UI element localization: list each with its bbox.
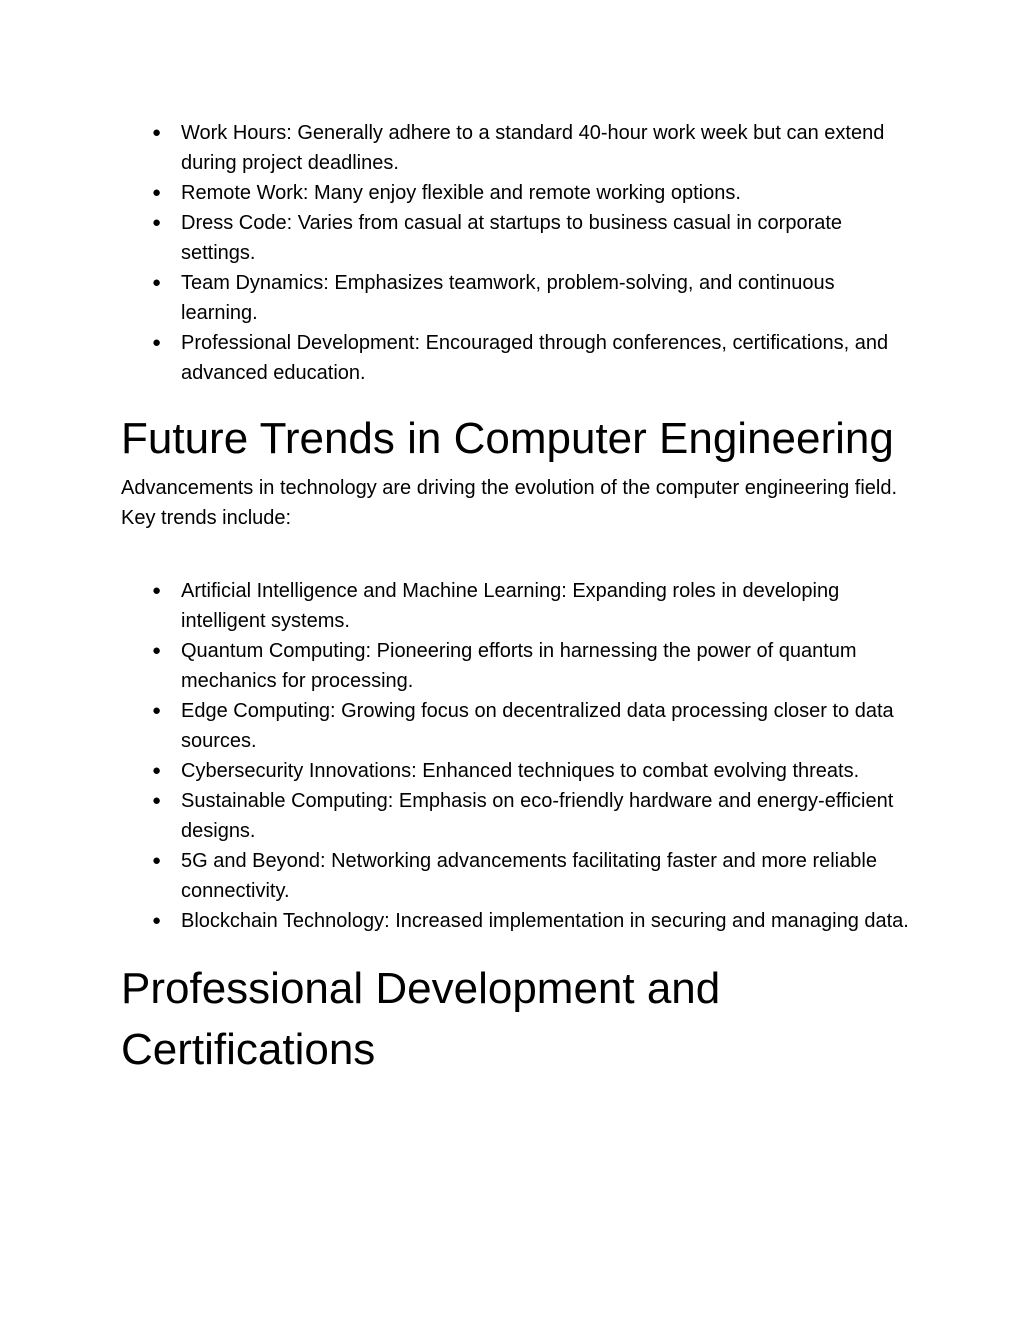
- list-item-text: Professional Development: Encouraged through conferences, certifications, and advanced education.: [181, 332, 889, 384]
- professional-development-heading: Professional Development and Certifications: [121, 964, 721, 1074]
- document-content: [121, 118, 911, 1080]
- list-item-text: Blockchain Technology: Increased implementation in securing and managing data.: [181, 910, 909, 932]
- list-item-text: Quantum Computing: Pioneering efforts in harnessing the power of quantum mechanics for processing.: [181, 640, 857, 692]
- bullet-icon: ●: [152, 124, 162, 141]
- list-item: [121, 328, 911, 388]
- bullet-icon: ●: [152, 912, 162, 929]
- bullet-icon: ●: [152, 334, 162, 351]
- bullet-icon: ●: [152, 642, 162, 659]
- list-item-text: 5G and Beyond: Networking advancements facilitating faster and more reliable connectivity.: [181, 850, 877, 902]
- bullet-icon: ●: [152, 852, 162, 869]
- list-item: [121, 576, 911, 636]
- list-item-text: Sustainable Computing: Emphasis on eco-friendly hardware and energy-efficient designs.: [181, 790, 894, 842]
- future-trends-list: [121, 576, 911, 936]
- bullet-icon: ●: [152, 274, 162, 291]
- list-item-text: Artificial Intelligence and Machine Learning: Expanding roles in developing intelligent systems.: [181, 580, 840, 632]
- list-item-text: Team Dynamics: Emphasizes teamwork, problem-solving, and continuous learning.: [181, 272, 835, 324]
- list-item: [121, 636, 911, 696]
- future-trends-heading: Future Trends in Computer Engineering: [121, 414, 894, 463]
- list-item: [121, 208, 911, 268]
- list-item-text: Edge Computing: Growing focus on decentralized data processing closer to data sources.: [181, 700, 894, 752]
- list-item: [121, 268, 911, 328]
- bullet-icon: ●: [152, 582, 162, 599]
- list-item-text: Cybersecurity Innovations: Enhanced techniques to combat evolving threats.: [181, 760, 860, 782]
- list-item: [121, 756, 911, 786]
- bullet-icon: ●: [152, 184, 162, 201]
- list-item: [121, 696, 911, 756]
- work-culture-list: [121, 118, 911, 388]
- list-item: [121, 118, 911, 178]
- list-item: [121, 906, 911, 936]
- bullet-icon: ●: [152, 214, 162, 231]
- list-item-text: Work Hours: Generally adhere to a standard 40-hour work week but can extend during project deadlines.: [181, 122, 885, 174]
- bullet-icon: ●: [152, 792, 162, 809]
- future-trends-intro: Advancements in technology are driving the evolution of the computer engineering field. Key trends include:: [121, 477, 898, 529]
- list-item: [121, 178, 911, 208]
- list-item: [121, 846, 911, 906]
- bullet-icon: ●: [152, 762, 162, 779]
- list-item-text: Remote Work: Many enjoy flexible and remote working options.: [181, 182, 741, 204]
- list-item: [121, 786, 911, 846]
- bullet-icon: ●: [152, 702, 162, 719]
- list-item-text: Dress Code: Varies from casual at startups to business casual in corporate settings.: [181, 212, 843, 264]
